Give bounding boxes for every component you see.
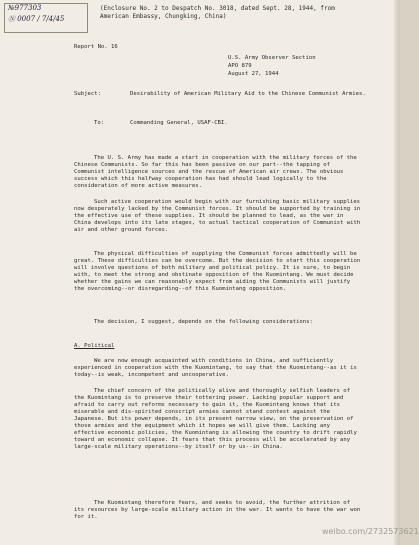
paragraph-3: The physical difficulties of supplying the Communist forces admittedly will be great. These difficulties can be overcome. But the decision to start this cooperation will involve questions of both military and political policy. It is sure, to begin with, to meet the strong and obstinate opposition of the Kuomintang. We must decide whether the gains we can reasonably expect from aiding the Communists will justify the overcoming--or disregarding--of this Kuomintang opposition. — [74, 251, 361, 292]
report-number: Report No. 16 — [74, 44, 118, 50]
archive-number: №977303 — [8, 4, 42, 12]
subject-label: Subject: — [74, 91, 101, 97]
to-label: To: — [94, 120, 105, 126]
archive-handwritten-note: Ⓝ 0007 / 7/4/45 — [8, 15, 65, 23]
paragraph-1: The U. S. Army has made a start in cooperation with the military forces of the Chinese Communists. So far this has been passive on our part--the tapping of Communist intelligence sources and the rescue of American air crews. The obvious success which this halfway cooperation has had should lead logically to the consideration of more active measures. — [74, 155, 357, 189]
section-paragraph-1: We are now enough acquainted with conditions in China, and sufficiently experienced in cooperation with the Kuomintang, to say that the Kuomintang--as it is today--is weak, incompetent and uncooperative. — [74, 358, 357, 378]
paragraph-4: The decision, I suggest, depends on the following considerations: — [94, 319, 313, 325]
paragraph-2: Such active cooperation would begin with our furnishing basic military supplies now desperately lacked by the Communist forces. It should be supported by training in the effective use of these supplies. It should be planned to lead, as the war in China develops into its late stages, to actual tactical cooperation of Communist with air and other ground forces. — [74, 199, 361, 233]
subject-text: Desirability of American Military Aid to the Chinese Communist Armies. — [130, 91, 366, 97]
page-edge-shadow — [394, 0, 400, 545]
section-paragraph-2: The chief concern of the politically alive and thoroughly selfish leaders of the Kuomintang is to preserve their tottering power. Lacking popular support and afraid to carry out reforms necessary to gain it, the Kuomintang knows that its miserable and dis-spirited conscript armies cannot stand contest against the Japanese. But its power depends, in its present narrow view, on the preservation of those armies and the equipment which it hopes we will give them. Lacking any effective economic policies, the Kuomintang is allowing the country to drift rapidly toward an economic collapse. It fears that this process will be accelerated by any large-scale military operations--by itself or by us--in China. — [74, 388, 357, 450]
apo-number: APO 879 — [228, 63, 252, 69]
weibo-watermark: weibo.com/2732573621 — [322, 527, 419, 536]
section-title: A. Political — [74, 343, 115, 349]
enclosure-note: (Enclosure No. 2 to Despatch No. 3018, dated Sept. 28, 1944, from American Embassy, Chungking, China) — [100, 5, 335, 20]
to-text: Commanding General, USAF-CBI. — [130, 120, 228, 126]
section-paragraph-3: The Kuomintang therefore fears, and seeks to avoid, the further attrition of its resources by large-scale military action in the war. It wants to have the war won for it. — [74, 500, 361, 520]
office-name: U.S. Army Observer Section — [228, 55, 316, 61]
report-date: August 27, 1944 — [228, 71, 279, 77]
